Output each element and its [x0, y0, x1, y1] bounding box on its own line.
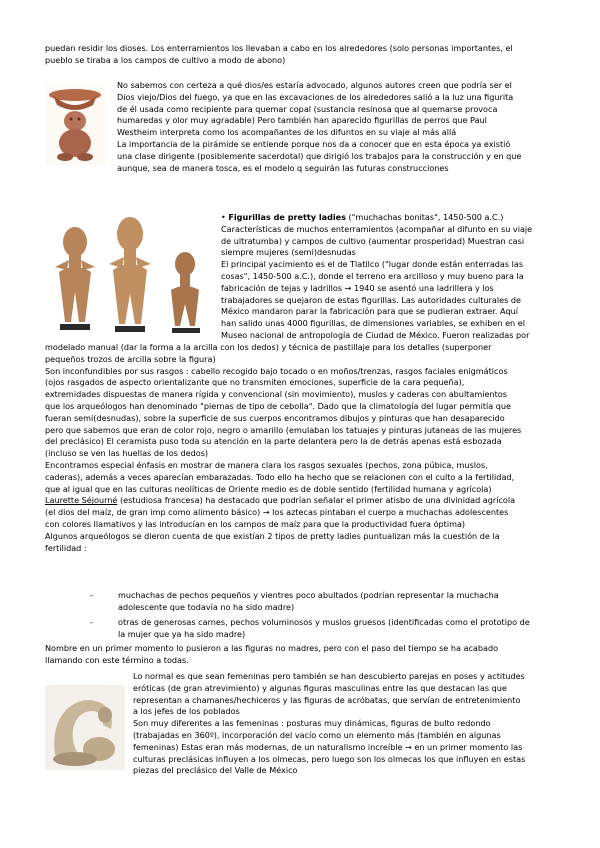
pretty-ladies-title: Figurillas de pretty ladies: [228, 212, 346, 222]
text-line: femeninas) Estas eran más modernas, de un naturalismo increíble → en un primer momento las: [133, 741, 523, 752]
text-line: han salido unas 4000 figurillas, de dimensiones variables, se exhiben en el: [221, 318, 525, 329]
text-line: a los jefes de los poblados: [133, 706, 240, 717]
text-line: México mandaron parar la fabricación para que se pudieran extraer. Aquí: [221, 306, 518, 317]
text-line: Características de muchos enterramientos (acompañar al difunto en su viaje: [221, 223, 533, 234]
list-item: [45, 590, 570, 614]
text-line: El principal yacimiento es el de Tlatilco ("lugar donde están enterradas las: [221, 259, 524, 270]
sejourne-line: [45, 495, 570, 507]
ending-paragraph: [133, 671, 573, 777]
naming-paragraph: [45, 643, 570, 667]
text-line: culturas preclásicas influyen a los olmecas, pero luego son los olmecas los que influyen en estas: [133, 753, 526, 764]
text-line: fabricación de tejas y ladrillos → 1940 se asentó una ladrillera y los: [221, 282, 494, 293]
text-line: fertilidad :: [45, 542, 87, 553]
text-line: con colores llamativos y las introducían en los campos de maíz para que la productividad fuera óptima): [45, 518, 466, 529]
list-item-line-1: otras de generosas carnes, pechos voluminosos y muslos gruesos (identificadas como el prototipo de: [118, 617, 530, 627]
pretty-ladies-figures-image: [45, 212, 210, 342]
dash-marker: -: [90, 590, 93, 600]
text-line: caderas), además a veces aparecían embarazadas. Todo ello ha hecho que se relacionen con el culto a la fertilidad,: [45, 471, 515, 482]
pretty-ladies-heading: [221, 212, 571, 224]
text-line: eróticas (de gran atrevimiento) y algunas figuras masculinas entre las que destacan las que: [133, 682, 507, 693]
text-line: modelado manual (dar la forma a la arcilla con los dedos) y técnica de pastillaje para los detalles (superponer: [45, 342, 492, 352]
intro-line-2: pueblo se tiraba a los campos de cultivo a modo de abono): [45, 55, 286, 65]
text-line: Westheim interpreta como los acompañantes de los difuntos en su viaje al más allá: [117, 127, 457, 138]
text-line: Lo normal es que sean femeninas pero también se han descubierto parejas en poses y actitudes: [133, 671, 525, 681]
text-line: llamando con este término a todas.: [45, 654, 189, 665]
list-item-line-1: muchachas de pechos pequeños y vientres poco abultados (podrían representar la muchacha: [118, 590, 499, 600]
text-line: trabajadores se quejaron de estas figurillas. Las autoridades culturales de: [221, 294, 521, 305]
dash-marker: -: [90, 617, 93, 627]
intro-line-1: puedan residir los dioses. Los enterramientos los llevaban a cabo en los alrededores (solo personas importantes, el: [45, 43, 513, 53]
bullet: •: [221, 212, 226, 222]
text-line: pequeños trozos de arcilla sobre la figura): [45, 353, 216, 364]
text-line: Algunos arqueólogos se dieron cuenta de que existían 2 tipos de pretty ladies puntualizan más la cuestión de la: [45, 530, 500, 541]
text-line: de ultratumba) y campos de cultivo (aumentar prosperidad) Muestran casi: [221, 235, 525, 246]
text-line: extremidades dispuestas de manera rígida y convencional (sin movimiento), muslos y caderas con abultamientos: [45, 389, 507, 400]
text-line: piezas del preclásico del Valle de México: [133, 765, 298, 776]
text-line: Museo nacional de antropología de Ciudad de México. Fueron realizadas por: [221, 329, 530, 340]
acrobat-figure-image: [45, 685, 125, 770]
fertility-types-list: [45, 590, 570, 641]
text-line: Encontramos especial énfasis en mostrar de manera clara los rasgos sexuales (pechos, zona púbica, muslos,: [45, 459, 488, 470]
text-line: representan a chamanes/hechiceros y las figuras de acróbatas, que servían de entretenimiento: [133, 694, 521, 705]
text-line: cosas", 1450-500 a.C.), donde el terreno era arcilloso y muy bueno para la: [221, 270, 524, 281]
text-line: que al igual que en las culturas neolíticas de Oriente medio es de doble sentido (fertilidad humana y agrícola): [45, 483, 492, 494]
text-line: Son inconfundibles por sus rasgos : cabello recogido bajo tocado o en moños/trenzas, rasgos faciales enigmáticos: [45, 365, 508, 376]
pretty-ladies-right-column: [221, 212, 571, 342]
list-item: [45, 617, 570, 641]
text-line: (el dios del maíz, de gran imp como alimento básico) → los aztecas pintaban el cuerpo a muchachas adolescentes: [45, 507, 509, 518]
text-line: Nombre en un primer momento lo pusieron a las figuras no madres, pero con el paso del tiempo se ha acabado: [45, 643, 499, 653]
text-line: Dios viejo/Dios del fuego, ya que en las excavaciones de los alrededores salió a la luz una figurita: [117, 91, 514, 102]
text-line: del preclásico) El ceramista puso toda su atención en la parte delantera pero la de detrás apenas está esbozada: [45, 436, 502, 447]
text-line: (ojos rasgados de aspecto orientalizante que no transmiten emociones, superficie de la cara pequeña),: [45, 377, 465, 388]
text-line: siempre mujeres (semi)desnudas: [221, 247, 356, 258]
dios-paragraph: [117, 80, 567, 174]
text-line: humaredas y olor muy agradable) Pero también han aparecido figurillas de perros que Paul: [117, 115, 487, 126]
pretty-ladies-full-paragraph: [45, 342, 570, 554]
text-line: una clase dirigente (posiblemente sacerdotal) que dirigió los trabajos para la construcción y en que: [117, 150, 522, 161]
list-item-line-2: adolescente que todavía no ha sido madre): [118, 602, 295, 612]
sejourne-rest: (estudiosa francesa) ha destacado que podrían señalar el primer atisbo de una divinidad agrícola: [117, 495, 516, 506]
text-line: La importancia de la pirámide se entiende porque nos da a conocer que en esta época ya existió: [117, 138, 511, 149]
text-line: pero que sabemos que eran de color rojo, negro o amarillo (emulaban los tatuajes y pinturas jutaneas de las mujeres: [45, 424, 522, 435]
pretty-ladies-title-rest: ("muchachas bonitas", 1450-500 a.C.): [345, 212, 504, 222]
text-line: Son muy diferentes a las femeninas : posturas muy dinámicas, figuras de bulto redondo: [133, 718, 491, 729]
sejourne-name: Laurette Séjourné: [45, 495, 118, 506]
dios-viejo-figure-image: [45, 85, 105, 165]
text-line: (incluso se ven las huellas de los dedos): [45, 448, 209, 459]
text-line: fueran semi(desnudas), sobre la superficie de sus cuerpos encontramos dibujos y pinturas que han desaparecido: [45, 412, 505, 423]
text-line: (trabajadas en 360º), incorporación del vacío como un elemento más (también en algunas: [133, 729, 501, 740]
text-line: que los arqueólogos han denominado "piernas de tipo de cebolla". Dado que la climatología del lugar permitía que: [45, 400, 512, 411]
text-line: No sabemos con certeza a qué dios/es estaría advocado, algunos autores creen que podría ser el: [117, 80, 512, 90]
list-item-line-2: la mujer que ya ha sido madre): [118, 629, 246, 639]
text-line: aunque, sea de manera tosca, es el modelo q seguirán las futuras construcciones: [117, 162, 449, 173]
text-line: de él usada como recipiente para quemar copal (sustancia resinosa que al quemarse provoca: [117, 103, 498, 114]
